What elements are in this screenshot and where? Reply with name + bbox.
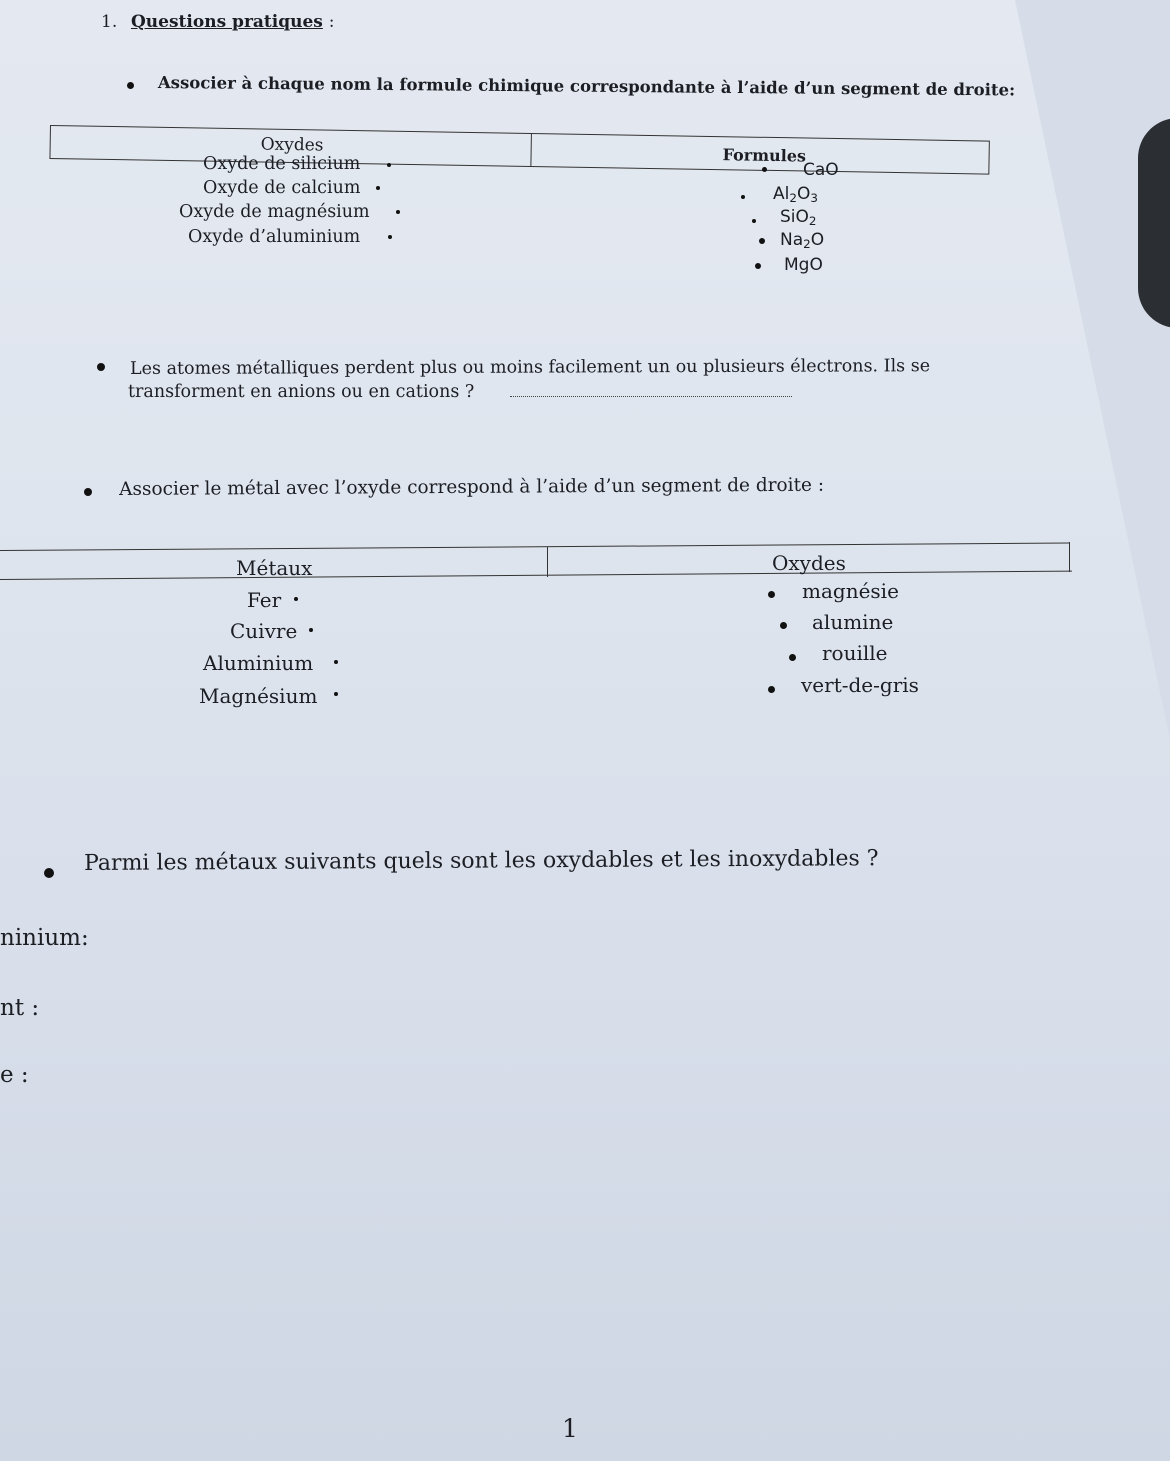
oxide-name-4: Oxyde d’aluminium — [188, 227, 361, 247]
answer-label-2: nt : — [0, 995, 40, 1021]
q1-header-divider — [530, 134, 532, 166]
oxide-name-1-dot — [387, 163, 391, 167]
metal-2-dot — [309, 628, 313, 632]
formula-sio2 — [780, 207, 816, 228]
formula-sio2-sub: 2 — [808, 213, 817, 228]
answer-label-1: ninium: — [0, 925, 89, 951]
q2-bullet — [97, 363, 105, 371]
metal-2: Cuivre — [230, 619, 298, 643]
formula-sio2-base: SiO — [780, 207, 809, 227]
formula-mgo — [784, 255, 823, 275]
formula-al2o3-tail: O — [796, 184, 811, 204]
metal-1: Fer — [247, 588, 282, 612]
section-number: 1. — [101, 12, 118, 32]
section-title — [131, 12, 335, 32]
metal-4-dot — [334, 692, 338, 696]
q1-col-left: Oxydes — [260, 134, 324, 156]
oxide-name-3-dot — [396, 210, 400, 214]
oxide-1: magnésie — [802, 579, 899, 603]
formula-al2o3-sub2: 3 — [810, 190, 818, 205]
formula-al2o3 — [773, 184, 818, 205]
formula-na2o-sub: 2 — [803, 236, 811, 251]
metal-4: Magnésium — [199, 684, 318, 708]
q1-col-right: Formules — [722, 145, 807, 166]
q3-bullet — [84, 488, 92, 496]
oxide-name-4-dot — [388, 235, 392, 239]
formula-3-dot — [752, 219, 756, 223]
oxide-name-2: Oxyde de calcium — [203, 178, 361, 198]
formula-mgo-text: MgO — [784, 255, 823, 275]
q3-header-divider — [547, 547, 548, 577]
q2-line2: transforment en anions ou en cations ? — [128, 382, 475, 402]
page-number: 1 — [562, 1414, 578, 1443]
formula-2-dot — [741, 195, 745, 199]
oxide-1-dot — [768, 591, 775, 598]
q4-bullet — [44, 868, 54, 878]
q3-col-left: Métaux — [236, 556, 313, 580]
formula-1-dot — [762, 167, 767, 172]
formula-5-dot — [755, 263, 761, 269]
q3-col-right: Oxydes — [772, 551, 846, 575]
oxide-3-dot — [789, 654, 796, 661]
q2-line1: Les atomes métalliques perdent plus ou moins facilement un ou plusieurs électrons. Ils se — [130, 356, 931, 379]
formula-na2o-tail: O — [810, 230, 825, 250]
oxide-2-dot — [780, 622, 787, 629]
metal-3-dot — [334, 660, 338, 664]
oxide-name-2-dot — [376, 186, 380, 190]
metal-3: Aluminium — [203, 651, 314, 675]
oxide-name-3: Oxyde de magnésium — [179, 202, 370, 222]
formula-4-dot — [759, 238, 765, 244]
q3-instruction: Associer le métal avec l’oxyde correspond à l’aide d’un segment de droite : — [119, 474, 825, 500]
formula-cao — [803, 160, 839, 180]
oxide-2: alumine — [812, 610, 894, 634]
formula-na2o-base: Na — [780, 230, 804, 250]
oxide-4: vert-de-gris — [801, 673, 919, 697]
oxide-3: rouille — [822, 641, 888, 665]
q2-answer-line[interactable] — [510, 396, 792, 397]
oxide-name-1: Oxyde de silicium — [203, 154, 361, 174]
q1-instruction: Associer à chaque nom la formule chimique correspondante à l’aide d’un segment de droite: — [157, 73, 1016, 100]
background-object — [1138, 118, 1170, 328]
q4-question: Parmi les métaux suivants quels sont les oxydables et les inoxydables ? — [84, 846, 879, 876]
q1-bullet — [127, 82, 134, 89]
section-title-text: Questions pratiques — [131, 12, 323, 32]
formula-al2o3-base: Al — [773, 184, 790, 204]
formula-al2o3-sub1: 2 — [789, 190, 797, 205]
formula-cao-text: CaO — [803, 160, 839, 180]
oxide-4-dot — [768, 686, 775, 693]
q3-header-right-edge — [1069, 542, 1070, 572]
section-title-colon: : — [328, 12, 335, 32]
metal-1-dot — [294, 597, 298, 601]
formula-na2o — [780, 230, 824, 251]
answer-label-3: e : — [0, 1062, 29, 1088]
